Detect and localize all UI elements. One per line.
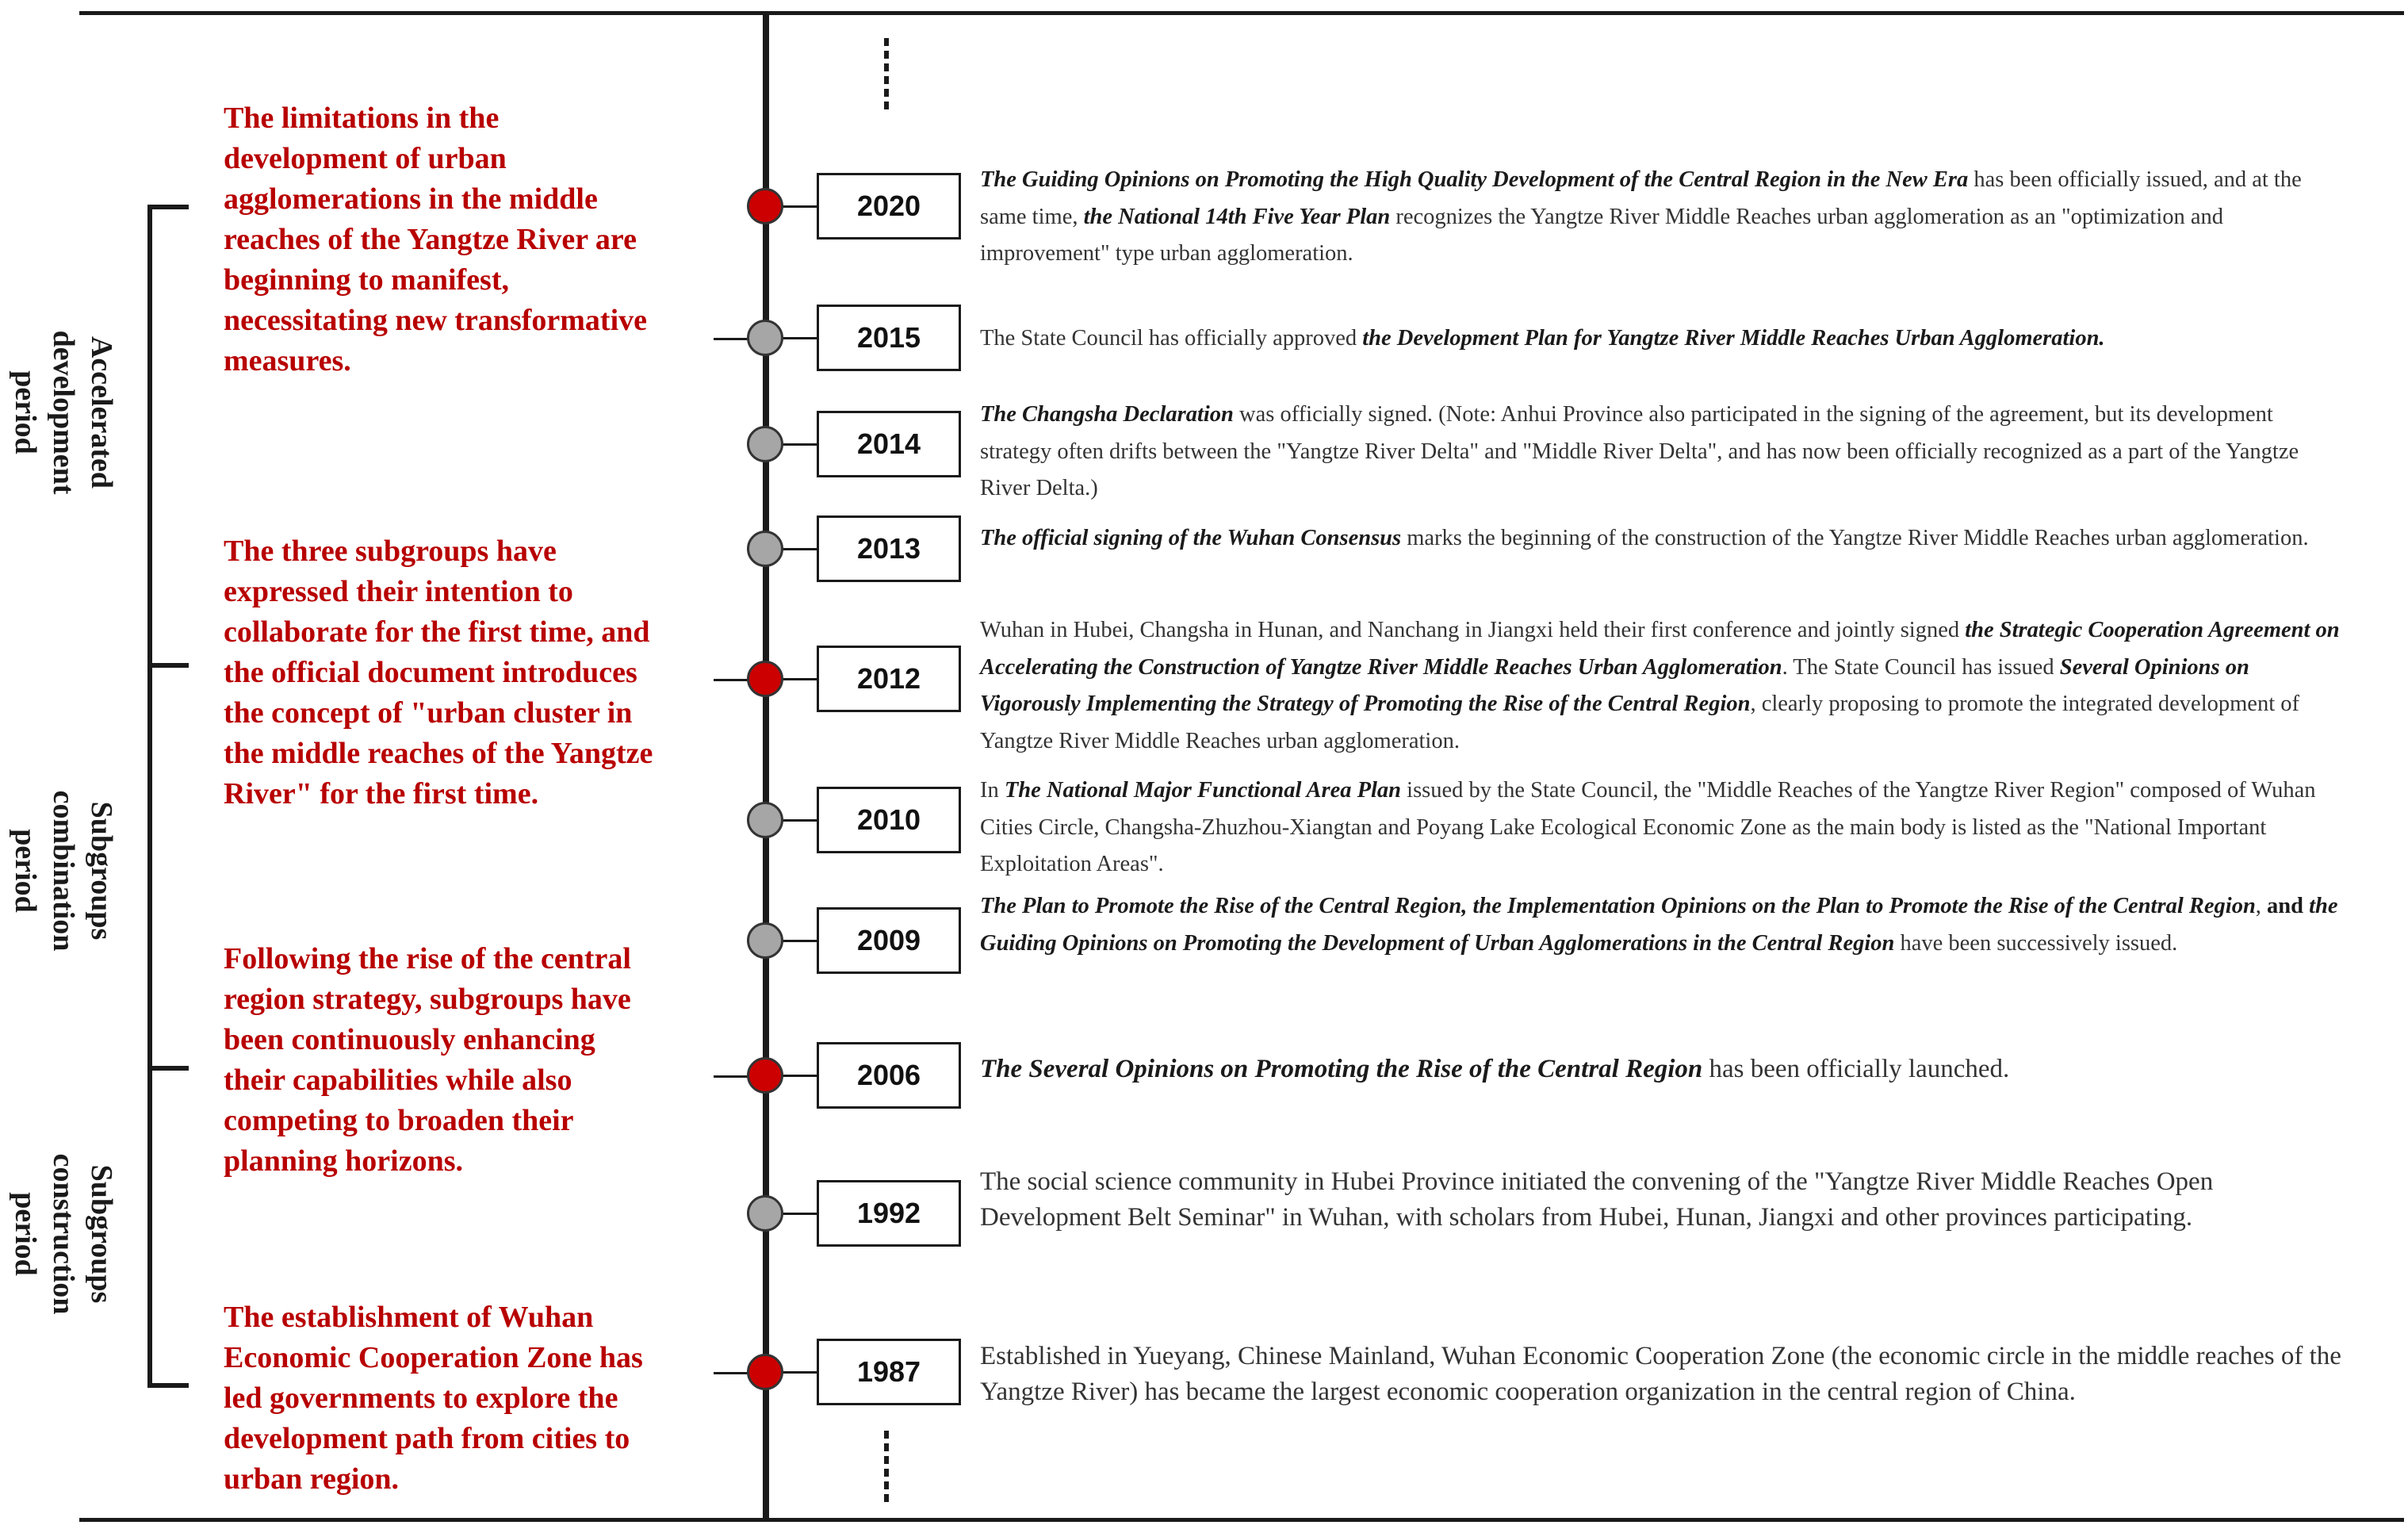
year-connector xyxy=(780,1371,817,1374)
event-description-2012 xyxy=(980,612,2344,760)
year-box-2020: 2020 xyxy=(817,173,961,240)
year-box-1992: 1992 xyxy=(817,1180,961,1247)
document-title: the Development Plan for Yangtze River Middle Reaches Urban Agglomeration. xyxy=(1362,326,2105,351)
description-text: The social science community in Hubei Province initiated the convening of the "Yangtze River Middle Reaches Open Development Belt Seminar" in Wuhan, with scholars from Hubei, Hunan, Jiangxi and other provinces participating. xyxy=(980,1167,2214,1232)
timeline-node-2009 xyxy=(747,922,783,959)
timeline-node-2013 xyxy=(747,531,783,567)
document-title: the Strategic Cooperation Agreement on Accelerating the Construction of Yangtze River Middle Reaches Urban Agglomeration xyxy=(980,618,2340,680)
description-text: . The State Council has issued xyxy=(1782,654,2060,680)
description-text: Established in Yueyang, Chinese Mainland, Wuhan Economic Cooperation Zone (the economic circle in the middle reaches of the Yangtze River) has became the largest economic cooperation organization in the central region of China. xyxy=(980,1342,2341,1406)
year-box-2014: 2014 xyxy=(817,411,961,477)
event-description-1987 xyxy=(980,1339,2344,1410)
description-text: In xyxy=(980,778,1005,803)
period-bracket xyxy=(147,205,152,1388)
year-box-2009: 2009 xyxy=(817,907,961,974)
year-connector xyxy=(780,940,817,942)
event-description-2010 xyxy=(980,772,2344,883)
document-title: The Guiding Opinions on Promoting the High Quality Development of the Central Region in the New Era xyxy=(980,167,1969,192)
event-description-2014 xyxy=(980,397,2344,508)
period-label-construction: Subgroups construction period xyxy=(9,1153,118,1315)
description-text: issued by the State Council, the "Middle Reaches of the Yangtze River Region" composed of Wuhan Cities Circle, Changsha-Zhuzhou-Xiangtan and Poyang Lake Ecological Economic Zone as the main body is listed as the "National Important Exploitation Areas". xyxy=(980,778,2316,876)
red-note-wuhan-zone: The establishment of Wuhan Economic Cooperation Zone has led governments to explore the development path from cities to urban region. xyxy=(224,1301,643,1496)
timeline-node-2020 xyxy=(747,188,783,224)
continuation-bottom-marker xyxy=(884,1431,889,1504)
description-text: was officially signed. (Note: Anhui Province also participated in the signing of the agreement, but its development strategy often drifts between the "Yangtze River Delta" and "Middle River Delta", and has now been officially recognized as a part of the Yangtze River Delta.) xyxy=(980,402,2299,500)
year-connector xyxy=(780,1075,817,1077)
bracket-tick-top xyxy=(147,205,189,209)
red-note-central-rise: Following the rise of the central region strategy, subgroups have been continuously enhancing their capabilities while also competing to broaden their planning horizons. xyxy=(224,942,631,1178)
timeline-node-2015 xyxy=(747,320,783,356)
document-title: Several Opinions on Vigorously Implementing the Strategy of Promoting the Rise of the Central Region xyxy=(980,654,2249,716)
document-title: The Changsha Declaration xyxy=(980,402,1234,427)
bracket-tick-bottom xyxy=(147,1383,189,1388)
description-text: has been officially launched. xyxy=(1702,1055,2010,1083)
top-border xyxy=(79,11,2404,15)
description-text: marks the beginning of the construction of the Yangtze River Middle Reaches urban agglomeration. xyxy=(1401,526,2309,550)
event-description-2009 xyxy=(980,888,2344,962)
timeline-axis xyxy=(763,14,769,1519)
event-description-2020 xyxy=(980,162,2344,273)
red-note-collaboration: The three subgroups have expressed their intention to collaborate for the first time, and the official document introduces the concept of "urban cluster in the middle reaches of the Yangtze River" for the first time. xyxy=(224,535,653,810)
year-connector xyxy=(780,443,817,446)
description-text: has been officially issued, and at the same time, xyxy=(980,167,2302,229)
description-text: The State Council has officially approved xyxy=(980,326,1363,351)
description-text: , clearly proposing to promote the integrated development of Yangtze River Middle Reaches urban agglomeration. xyxy=(980,692,2299,753)
document-title: The Plan to Promote the Rise of the Central Region, the Implementation Opinions on the Plan to Promote the Rise of the Central Region xyxy=(980,894,2256,918)
red-note-transformation: The limitations in the development of urban agglomerations in the middle reaches of the Yangtze River are beginning to manifest, necessitating new transformative measures. xyxy=(224,102,648,377)
document-title: The National Major Functional Area Plan xyxy=(1004,778,1402,803)
event-description-2015 xyxy=(980,320,2344,358)
bracket-tick-2 xyxy=(147,663,189,668)
year-connector xyxy=(780,337,817,339)
event-description-2006 xyxy=(980,1052,2344,1087)
timeline-node-2010 xyxy=(747,802,783,838)
period-label-combination: Subgroups combination period xyxy=(9,790,118,952)
year-connector xyxy=(780,678,817,680)
year-box-2006: 2006 xyxy=(817,1042,961,1109)
bottom-border xyxy=(79,1518,2404,1522)
timeline-node-2006 xyxy=(747,1057,783,1094)
document-title: The Several Opinions on Promoting the Rise of the Central Region xyxy=(980,1055,1703,1083)
year-box-1987: 1987 xyxy=(817,1339,961,1405)
period-label-accelerated: Accelerated development period xyxy=(9,330,118,495)
event-description-1992 xyxy=(980,1164,2344,1236)
description-text: Wuhan in Hubei, Changsha in Hunan, and Nanchang in Jiangxi held their first conference and jointly signed xyxy=(980,618,1966,642)
continuation-top-marker xyxy=(884,38,889,111)
event-description-2013 xyxy=(980,520,2344,558)
timeline-node-2012 xyxy=(747,661,783,697)
description-text: , xyxy=(2255,894,2268,918)
year-connector xyxy=(780,548,817,550)
description-text: have been successively issued. xyxy=(1894,930,2178,956)
document-title: the Guiding Opinions on Promoting the Development of Urban Agglomerations in the Central Region xyxy=(980,894,2338,956)
timeline-node-1987 xyxy=(747,1354,783,1390)
emphasis-text: and xyxy=(2267,894,2303,918)
year-box-2015: 2015 xyxy=(817,305,961,371)
timeline-node-1992 xyxy=(747,1195,783,1232)
year-box-2013: 2013 xyxy=(817,515,961,582)
year-connector xyxy=(780,819,817,822)
year-connector xyxy=(780,1213,817,1215)
year-connector xyxy=(780,205,817,208)
document-title: The official signing of the Wuhan Consensus xyxy=(980,526,1402,550)
description-text: recognizes the Yangtze River Middle Reaches urban agglomeration as an "optimization and improvement" type urban agglomeration. xyxy=(980,204,2224,266)
year-box-2010: 2010 xyxy=(817,787,961,853)
document-title: the National 14th Five Year Plan xyxy=(1083,204,1391,229)
year-box-2012: 2012 xyxy=(817,646,961,712)
timeline-node-2014 xyxy=(747,426,783,462)
bracket-tick-3 xyxy=(147,1066,189,1071)
